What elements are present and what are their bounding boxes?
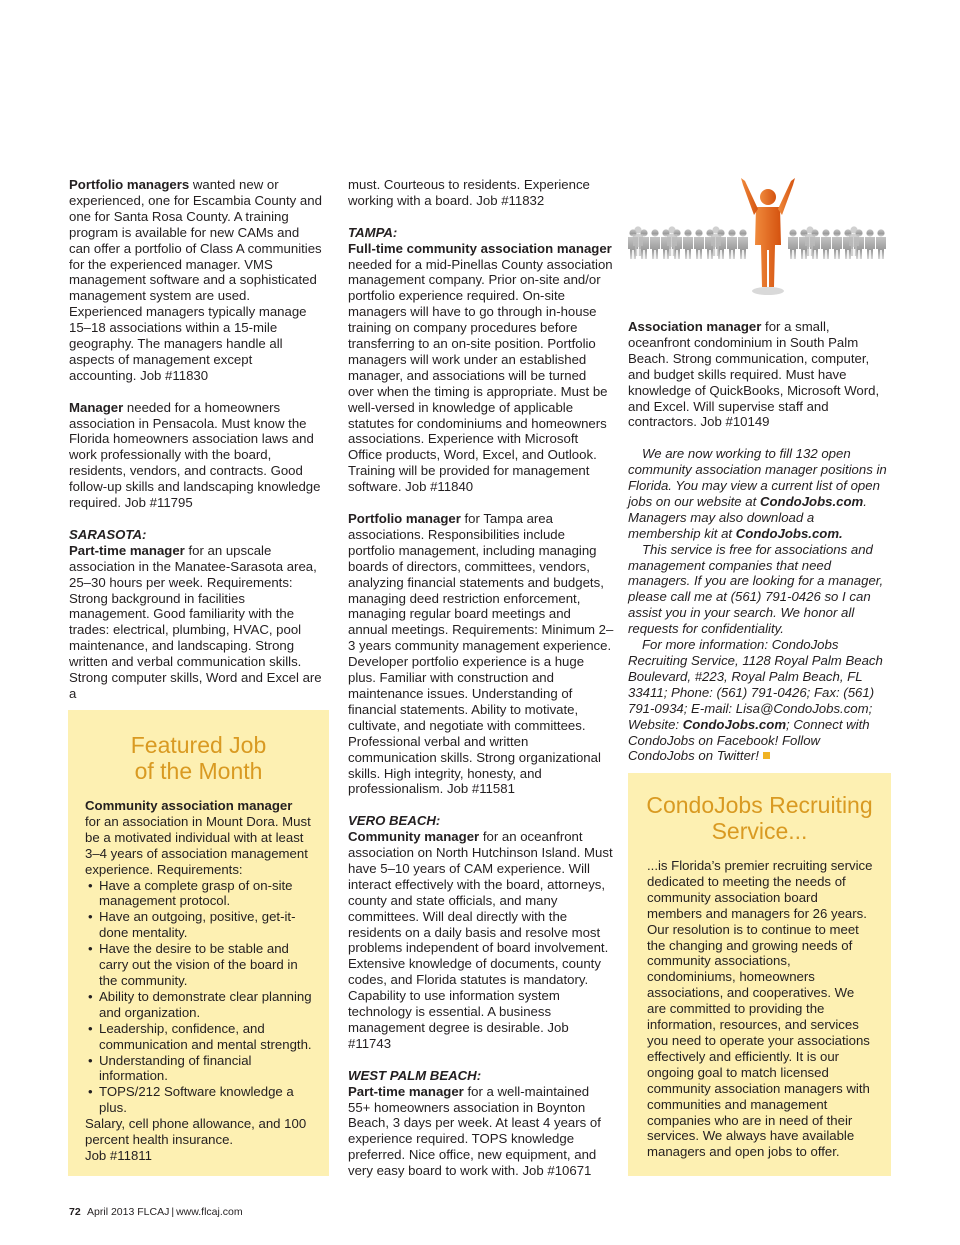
job-description: for a small, oceanfront condominium in South Palm Beach. Strong communication, computer, and budget skills required. Must have knowledge of QuickBooks, Microsoft Word, and Excel. Will supervise staff and contractors. Job #10149 [628,319,880,430]
region-heading-tampa: TAMPA: [348,224,398,240]
featured-job-number: Job #11811 [85,1147,152,1163]
featured-title-line1: Featured Job [130,732,267,758]
featured-intro [85,798,315,878]
note-paragraph [628,637,890,764]
recruiting-title-line2: Service... [711,818,808,844]
job-description: for a well-maintained 55+ homeowners association in Boynton Beach, 3 days per week. At least 4 years of experience required. TOPS knowledge preferred. Nice office, new equipment, and very easy board to work with. Job #10671 [348,1083,601,1179]
issue-date: April 2013 [87,1206,135,1218]
region-heading-vero-beach: VERO BEACH: [348,813,441,829]
end-of-article-icon [763,752,770,759]
footer-website[interactable]: www.flcaj.com [176,1206,243,1218]
job-description: wanted new or experienced, one for Escambia County and one for Santa Rosa County. A training program is available for new CAMs and can offer a portfolio of Class A communities for the experienced manager. VMS management software and a sophisticated management system are used. Experienced managers typically manage 15–18 associations within a 15-mile geography. The managers handle all aspects of management except accounting. Job #11830 [69,177,322,383]
footer-separator: | [171,1206,175,1218]
page-number: 72 [69,1206,81,1218]
requirement-item: • Have a complete grasp of on-site management protocol. [85,878,315,910]
page-footer [69,1206,243,1218]
featured-job-title [68,732,329,784]
job-description: for an upscale association in the Manatee-Sarasota area, 25–30 hours per week. Requirements: Strong background in facilities management. Good familiarity with the trades: electrical, plumbing, HVAC, pool maintenance, and landscaping. Strong written and verbal communication skills. Strong computer skills, Word and Excel are a [69,542,322,701]
note-paragraph: This service is free for associations and management companies that need managers. If you are looking for a manager, please call me at (561) 791-0426 so I can assist you in your search. We honor all requests for confidentiality. [628,541,884,637]
note-text: . Managers may also download a membership kit at [628,493,867,541]
requirement-item: • Have the desire to be stable and carry out the vision of the board in the community. [85,941,315,989]
service-note [628,446,890,764]
requirement-item: • Understanding of financial information. [85,1053,315,1085]
featured-job-intro: for an association in Mount Dora. Must be a motivated individual with at least 3–4 years of association management experience. Requirements: [85,813,311,877]
requirements-list [85,878,315,1117]
job-title: Portfolio managers [69,177,190,192]
job-listing [348,1084,614,1179]
recruiting-text: ...is Florida’s premier recruiting service dedicated to meeting the needs of community association board members and managers for 26 years. Our resolution is to continue to meet the changing and growing needs of community associations, condominiums, homeowners associations, and cooperatives. We are committed to providing the information, resources, and services you need to operate your associations effectively and efficiently. It is our ongoing goal to match licensed community association managers with communities and management companies who are in need of their services. We always have available managers and open jobs to offer. [647,858,873,1160]
orange-figure [741,178,795,295]
note-text: ; Connect with CondoJobs on Facebook! Follow CondoJobs on Twitter! [628,716,870,764]
job-description: needed for a mid-Pinellas County association management company. Prior on-site and/or portfolio experience required. On-site managers will have to go through in-house training on company procedures before transferring to an on-site position. Portfolio managers will work under an established manager, and associations will be turned over when the timing is appropriate. Must be well-versed in knowledge of applicable statutes for condominiums and homeowners associations. Experience with Microsoft Office products, Word, Excel, and Outlook. Training will be provided for management software. Job #11840 [348,256,613,495]
job-listing [628,319,890,430]
requirement-item: • Ability to demonstrate clear planning and organization. [85,989,315,1021]
website-link[interactable]: CondoJobs.com [682,716,787,732]
job-listing [348,511,614,797]
requirement-item: • Leadership, confidence, and communication and mental strength. [85,1021,315,1053]
recruiting-title [628,792,891,844]
job-listing [348,829,614,1052]
column-middle [348,177,614,1179]
job-title: Part-time manager [348,1083,464,1099]
note-text: For more information: CondoJobs Recruiting Service, 1128 Royal Palm Beach Boulevard, #223, Royal Palm Beach, FL 33411; Phone: (561) 791-0426; Fax: (561) 791-0934; E-mail: Lisa@CondoJobs.com; Website: [628,637,883,732]
job-listing [69,400,323,511]
job-description: for Tampa area associations. Responsibilities include portfolio management, including managing boards of directors, committees, vendors, analyzing financial statements and budgets, managing deed restriction enforcement, managing regular board meetings and annual meetings. Requirements: Minimum 2–3 years community management experience. Developer portfolio experience is a huge plus. Familiar with construction and maintenance issues. Understanding of financial statements. Ability to motivate, cultivate, and negotiate with committees. Professional verbal and written communication skills. Strong organizational skills. High integrity, honesty, and professionalism. Job #11581 [348,511,614,797]
column-right [628,319,890,764]
featured-job-body [85,798,315,1164]
requirement-item: • TOPS/212 Software knowledge a plus. [85,1084,315,1116]
job-title: Part-time manager [69,542,185,558]
job-title: Community manager [348,829,480,845]
note-text: We are now working to fill 132 open community association manager positions in Florida. You may view a current list of open jobs on our website at [628,446,887,509]
job-title: Association manager [628,319,762,334]
recruiting-title-line1: CondoJobs Recruiting [646,792,873,818]
note-paragraph [628,446,890,541]
region-heading-west-palm-beach: WEST PALM BEACH: [348,1067,482,1083]
recruiting-service-box [628,773,891,1176]
website-link[interactable]: CondoJobs.com [759,493,864,509]
column-left [69,177,323,702]
featured-title-line2: of the Month [134,758,263,784]
standout-figure-illustration [628,175,890,305]
region-heading-sarasota: SARASOTA: [69,526,147,542]
job-description: needed for a homeowners association in Pensacola. Must know the Florida homeowners association laws and work professionally with the board, residents, vendors, and contracts. Good follow-up skills and landscaping knowledge required. Job #11795 [69,399,321,511]
job-title: Manager [69,399,124,415]
featured-job-lead: Community association manager [85,798,293,813]
publication-name: FLCAJ [137,1206,170,1218]
job-title: Portfolio manager [348,511,461,526]
job-continuation: must. Courteous to residents. Experience working with a board. Job #11832 [348,177,590,208]
website-link[interactable]: CondoJobs.com. [735,525,843,541]
job-title: Full-time community association manager [348,240,612,256]
job-listing [69,177,323,384]
recruiting-body [647,858,873,1160]
job-listing [348,241,614,496]
featured-closing: Salary, cell phone allowance, and 100 percent health insurance. [85,1116,307,1148]
requirement-item: • Have an outgoing, positive, get-it-done mentality. [85,909,315,941]
job-listing [69,543,323,702]
featured-job-box [68,710,329,1176]
job-description: for an oceanfront association on North Hutchinson Island. Must have 5–10 years of CAM experience. Will interact effectively with the board, attorneys, county and state officials, and many committees. Will deal directly with the residents on a daily basis and resolve most problems independent of board involvement. Extensive knowledge of documents, county codes, and Florida statutes is mandatory. Capability to use information system technology is essential. A business management degree is desirable. Job #11743 [348,829,613,1051]
